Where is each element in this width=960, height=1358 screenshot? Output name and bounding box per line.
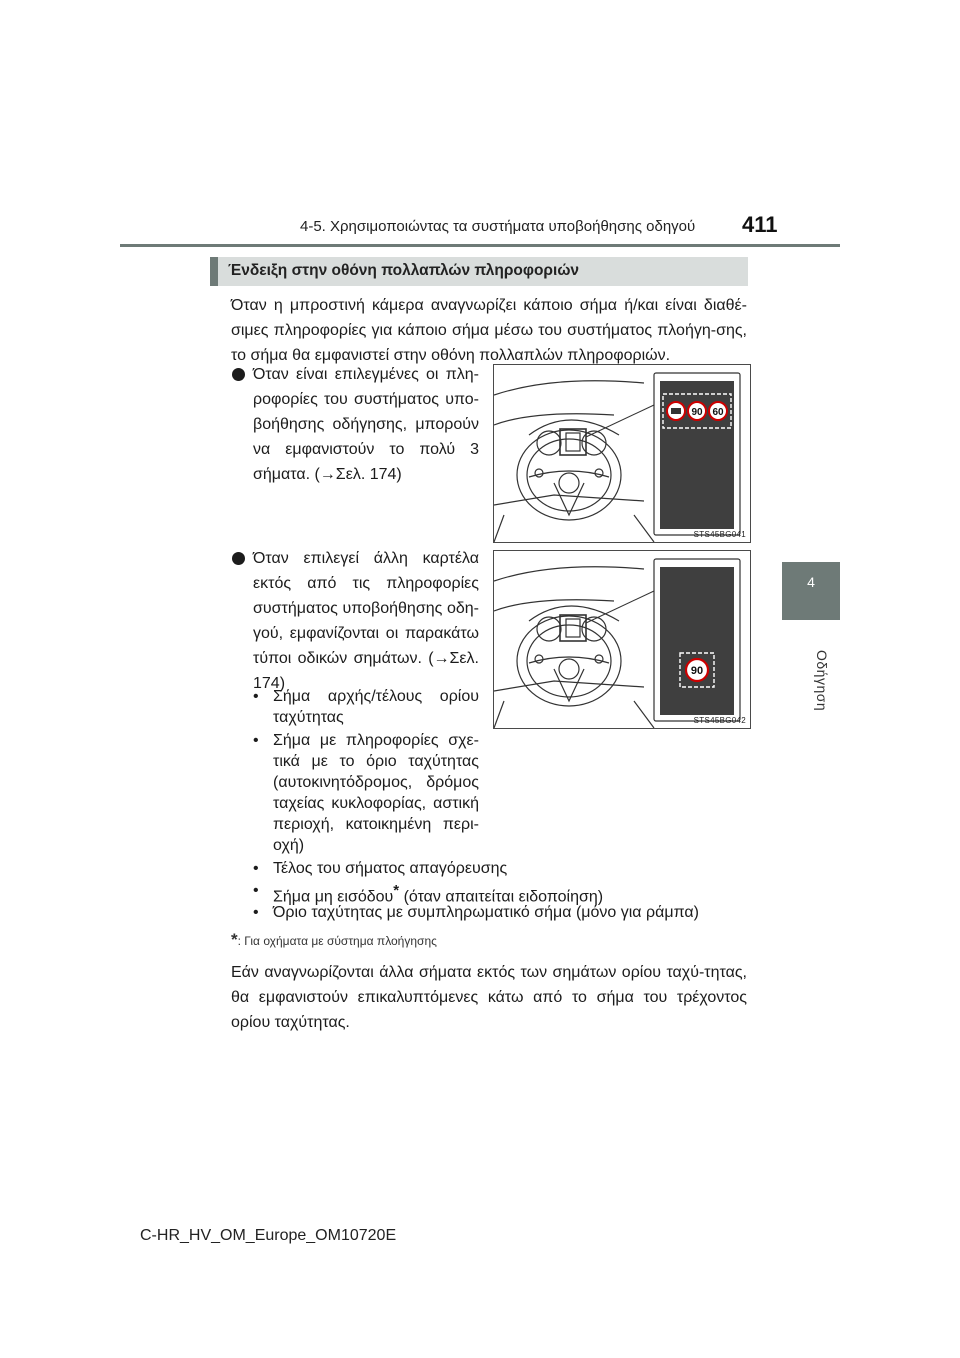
- chapter-tab-label: Οδήγηση: [814, 650, 830, 712]
- speed-sign-60: 60: [712, 407, 724, 418]
- dashboard-illustration-2: [494, 551, 750, 728]
- sub-bullet-icon: •: [253, 688, 259, 705]
- bullet-icon: [232, 552, 245, 565]
- speed-sign-90: 90: [691, 407, 703, 418]
- closing-paragraph: Εάν αναγνωρίζονται άλλα σήματα εκτός των σημάτων ορίου ταχύ-τητας, θα εμφανιστούν επικαλυπτόμενες κάτω από το σήμα του τρέχοντος ορίου ταχύτητας.: [231, 964, 747, 1031]
- intro-paragraph: Όταν η μπροστινή κάμερα αναγνωρίζει κάποιο σήμα ή/και είναι διαθέ-σιμες πληροφορίες για κάποιο σήμα μέσω του συστήματος πλοήγη-σης, το σήμα θα εμφανιστεί στην οθόνη πολλαπλών πληροφοριών.: [231, 297, 747, 364]
- header-rule: [120, 244, 840, 247]
- sub-bullet-icon: •: [253, 882, 259, 899]
- figure-driver-view-2: [493, 550, 751, 729]
- dashboard-illustration-1: [494, 365, 750, 542]
- footnote: [231, 930, 437, 950]
- asterisk-mark: *: [393, 882, 400, 899]
- sub-item-4-text: Σήμα μη εισόδου: [273, 888, 394, 906]
- figure-driver-view-1: [493, 364, 751, 543]
- sub-item-4-note: (όταν απαιτείται ειδοποίηση): [399, 888, 604, 906]
- section-title: Ένδειξη στην οθόνη πολλαπλών πληροφοριών: [228, 262, 580, 279]
- bullet-text-1: Όταν είναι επιλεγμένες οι πλη-ροφορίες του συστήματος υπο-βοήθησης οδήγησης, μπορούν να εμφανιστούν το πολύ 3 σήματα. (→Σελ. 174): [253, 366, 479, 483]
- sub-item-2: Σήμα με πληροφορίες σχε-τικά με το όριο ταχύτητας (αυτοκινητόδρομος, δρόμος ταχείας κυκλοφορίας, αστική περιοχή, κατοικημένη περι-οχή): [273, 732, 479, 854]
- sub-item-3: Τέλος του σήματος απαγόρευσης: [273, 860, 508, 877]
- sub-bullet-icon: •: [253, 904, 259, 921]
- sub-item-5: Όριο ταχύτητας με συμπληρωματικό σήμα (μόνο για ράμπα): [273, 904, 699, 921]
- footnote-asterisk: *: [231, 930, 238, 949]
- sub-bullet-icon: •: [253, 860, 259, 877]
- speed-sign-90: 90: [690, 665, 704, 677]
- figure-code-2: STS45BG042: [693, 716, 746, 725]
- bullet-icon: [232, 368, 245, 381]
- footer-document-code: C-HR_HV_OM_Europe_OM10720E: [140, 1227, 397, 1244]
- chapter-tab-number: 4: [807, 574, 815, 590]
- section-heading-accent: [210, 257, 218, 286]
- figure-code-1: STS45BG041: [693, 530, 746, 539]
- chapter-tab: [782, 562, 840, 620]
- header-title: 4-5. Χρησιμοποιώντας τα συστήματα υποβοήθησης οδηγού: [300, 218, 696, 235]
- sub-item-1: Σήμα αρχής/τέλους ορίου ταχύτητας: [273, 688, 479, 726]
- page-number: 411: [742, 212, 778, 237]
- sub-bullet-icon: •: [253, 732, 259, 749]
- bullet-text-2: Όταν επιλεγεί άλλη καρτέλα εκτός από τις πληροφορίες συστήματος υποβοήθησης οδη-γού, εμφανίζονται οι παρακάτω τύποι οδικών σημάτων. (→Σελ. 174): [253, 550, 479, 692]
- footnote-text: : Για οχήματα με σύστημα πλοήγησης: [237, 934, 437, 948]
